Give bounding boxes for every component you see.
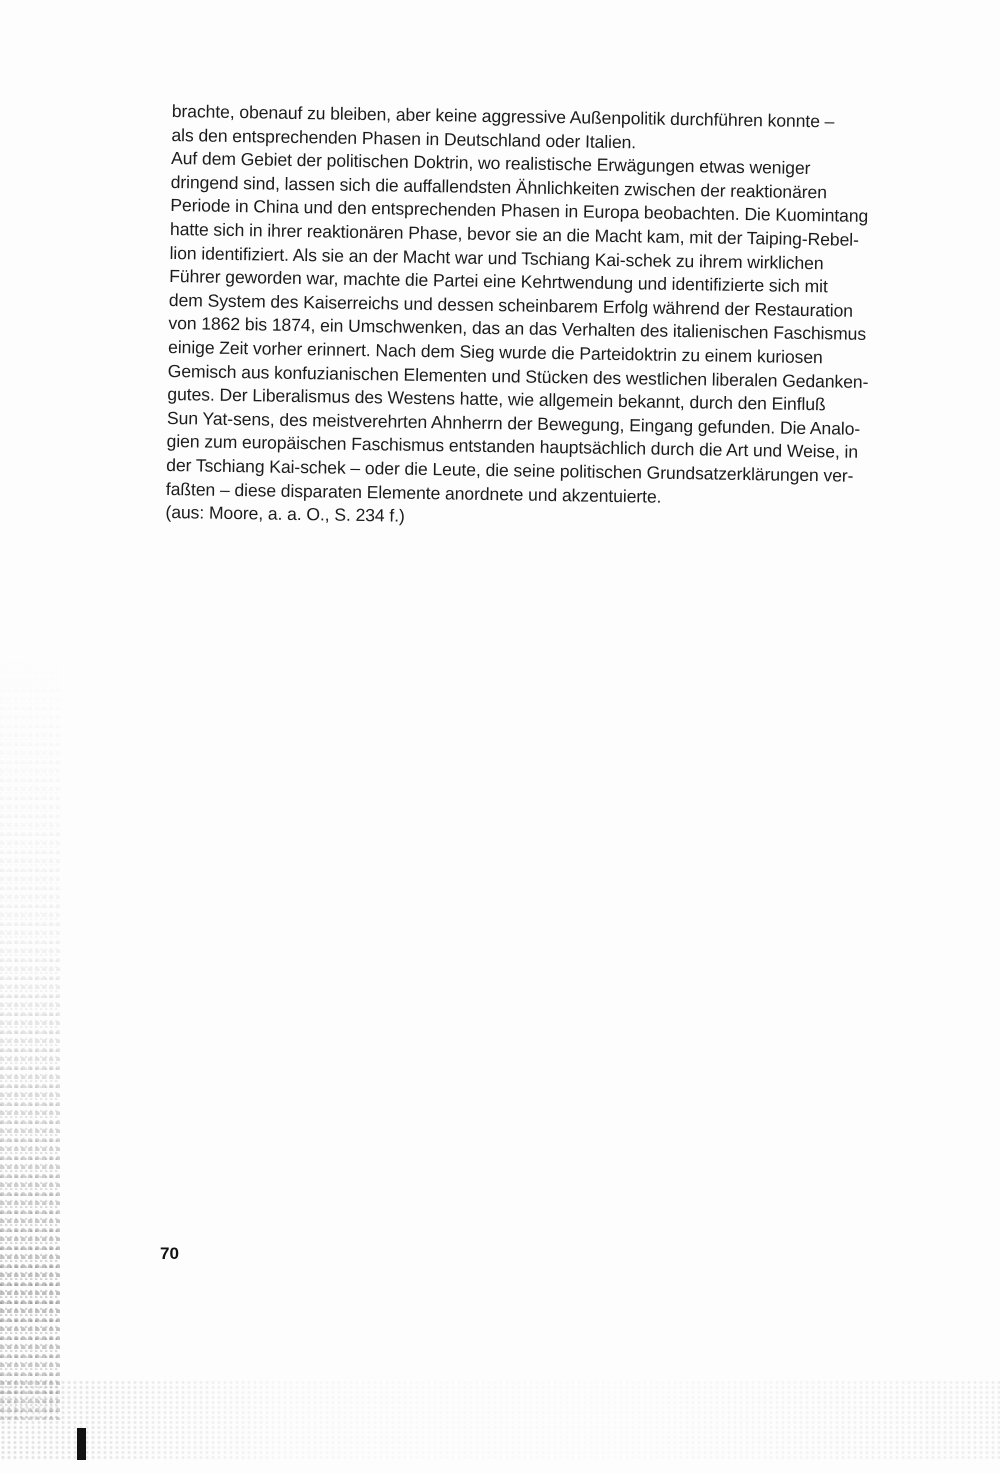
citation-line: (aus: Moore, a. a. O., S. 234 f.) [165,502,405,526]
text-line: einige Zeit vorher erinnert. Nach dem Sieg wurde die Parteidoktrin zu einem kuriosen [167,336,823,368]
text-line: Sun Yat-sens, des meistverehrten Ahnherrn der Bewegung, Eingang gefunden. Die Analo- [166,407,861,439]
scan-noise-bottom [0,1380,1000,1460]
text-line: von 1862 bis 1874, ein Umschwenken, das an das Verhalten des italienischen Faschismus [168,313,867,345]
text-line: Auf dem Gebiet der politischen Doktrin, wo realistische Erwägungen etwas weniger [170,148,811,179]
text-line: brachte, obenauf zu bleiben, aber keine aggressive Außenpolitik durchführen konnte – [171,100,835,132]
text-line: dringend sind, lassen sich die auffallendsten Ähnlichkeiten zwischen der reaktionären [170,171,828,203]
text-line: Führer geworden war, machte die Partei eine Kehrtwendung und identifizierte sich mit [169,266,828,297]
text-line: als den entsprechenden Phasen in Deutschland oder Italien. [171,124,637,152]
text-line: Gemisch aus konfuzianischen Elementen und Stücken des westlichen liberalen Gedanken- [167,360,869,392]
scan-noise-left [0,620,60,1420]
text-line: dem System des Kaiserreichs und dessen scheinbarem Erfolg während der Restauration [168,289,854,321]
text-line: faßten – diese disparaten Elemente anordnete und akzentuierte. [165,478,662,507]
text-line: Periode in China und den entsprechenden Phasen in Europa beobachten. Die Kuomintang [170,195,869,227]
text-line: hatte sich in ihrer reaktionären Phase, bevor sie an die Macht kam, mit der Taiping-Rebel- [169,218,859,250]
text-line: lion identifiziert. Als sie an der Macht war und Tschiang Kai-schek zu ihrem wirklichen [169,242,824,273]
body-text [165,100,902,536]
text-line: gien zum europäischen Faschismus entstanden hauptsächlich durch die Art und Weise, in [166,431,859,463]
text-line: der Tschiang Kai-schek – oder die Leute, die seine politischen Grundsatzerklärungen ver- [166,454,854,486]
text-line: gutes. Der Liberalismus des Westens hatte, wie allgemein bekannt, durch den Einfluß [167,384,826,415]
scan-edge-mark [77,1428,86,1460]
page-number: 70 [160,1244,179,1263]
